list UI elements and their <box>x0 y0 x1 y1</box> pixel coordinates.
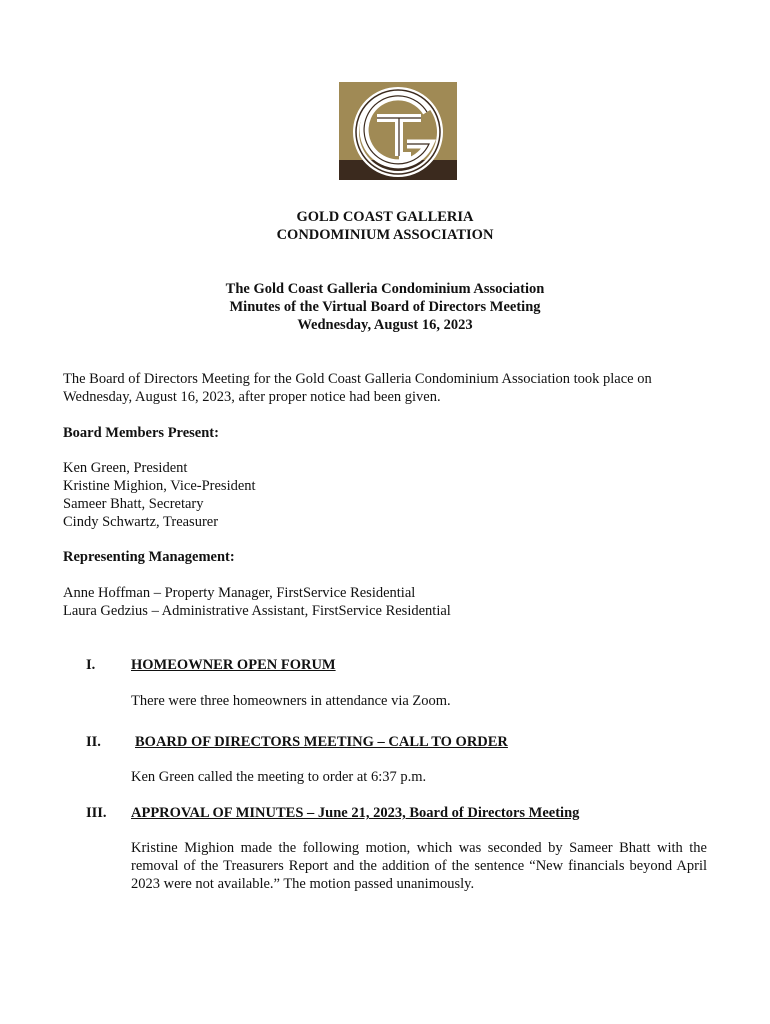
board-members-heading: Board Members Present: <box>63 425 219 441</box>
section-number: II. <box>86 734 101 750</box>
management-member: Anne Hoffman – Property Manager, FirstService Residential <box>63 585 416 601</box>
intro-line-1: The Board of Directors Meeting for the Gold Coast Galleria Condominium Association took place on <box>63 371 652 387</box>
section-number: I. <box>86 657 96 673</box>
management-member: Laura Gedzius – Administrative Assistant, FirstService Residential <box>63 603 451 619</box>
intro-line-2: Wednesday, August 16, 2023, after proper notice had been given. <box>63 389 441 405</box>
board-member: Kristine Mighion, Vice-President <box>63 478 256 494</box>
org-name-line-2: CONDOMINIUM ASSOCIATION <box>276 227 494 243</box>
document-title-line-1: The Gold Coast Galleria Condominium Association <box>225 281 545 297</box>
org-name-line-1: GOLD COAST GALLERIA <box>296 209 474 225</box>
board-member: Cindy Schwartz, Treasurer <box>63 514 219 530</box>
document-date: Wednesday, August 16, 2023 <box>297 317 473 333</box>
gold-coast-galleria-logo <box>339 82 457 180</box>
section-body: Ken Green called the meeting to order at 6:37 p.m. <box>131 769 427 785</box>
board-member: Sameer Bhatt, Secretary <box>63 496 204 512</box>
section-body: There were three homeowners in attendance via Zoom. <box>131 693 451 709</box>
section-number: III. <box>86 805 107 821</box>
management-heading: Representing Management: <box>63 549 235 565</box>
section-body: Kristine Mighion made the following motion, which was seconded by Sameer Bhatt with the removal of the Treasurers Report and the addition of the sentence “New financials beyond April 2023 were not available.” The motion passed unanimously. <box>131 840 707 892</box>
section-title: APPROVAL OF MINUTES – June 21, 2023, Board of Directors Meeting <box>131 805 580 821</box>
board-member: Ken Green, President <box>63 460 188 476</box>
section-title: HOMEOWNER OPEN FORUM <box>131 657 336 673</box>
document-title-line-2: Minutes of the Virtual Board of Directors Meeting <box>229 299 541 315</box>
section-title: BOARD OF DIRECTORS MEETING – CALL TO ORDER <box>135 734 508 750</box>
